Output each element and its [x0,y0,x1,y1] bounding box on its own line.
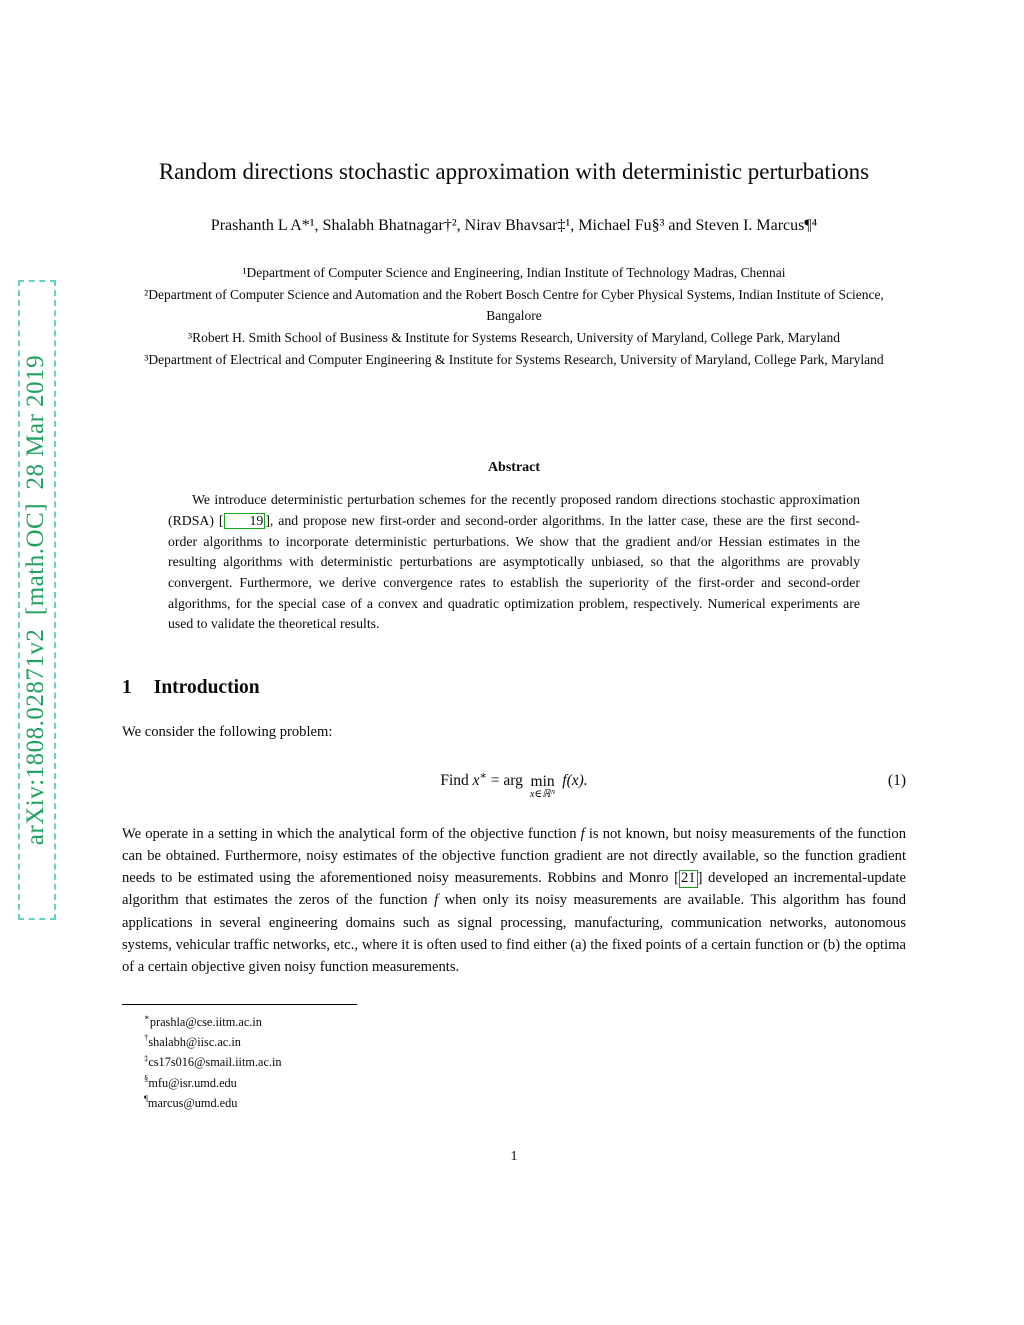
eq-arg: = arg [486,772,527,790]
footnote-email-2: shalabh@iisc.ac.in [148,1035,241,1050]
section-title: Introduction [153,677,260,699]
intro-var-f-2: f [434,892,439,909]
equation-body [440,770,588,801]
affiliations-block [122,263,906,370]
footnote-item-2 [122,1032,906,1052]
eq-min-stack [530,773,556,801]
intro-var-f-1: f [580,825,585,842]
footnote-email-5: marcus@umd.edu [147,1095,238,1110]
equation-1 [122,769,906,801]
intro-part2: is not known, but noisy measurements of the function can be obtained. Furthermore, noisy estimates of the objective function gradient are not directly available, so the function gradient needs to be estimated using the aforementioned noisy measurements. Robbins and Monro [ [122,825,907,887]
footnote-email-4: mfu@isr.umd.edu [148,1075,237,1090]
intro-paragraph [122,823,906,978]
section-number: 1 [122,677,132,699]
footnote-item-1 [122,1012,906,1032]
intro-part3: ] developed an incremental-update algorithm that estimates the zeros of the function [122,870,906,909]
authors-line: Prashanth L A*¹, Shalabh Bhatnagar†², Nirav Bhavsar‡¹, Michael Fu§³ and Steven I. Marcus¶⁴ [210,217,818,235]
footnotes-block [122,1004,906,1113]
arxiv-watermark-text: arXiv:1808.02871v2 [math.OC] 28 Mar 2019 [22,354,49,846]
arxiv-watermark [18,280,56,920]
affiliation-line-4: ³Department of Electrical and Computer Engineering & Institute for Systems Research, University of Maryland, College Park, Maryland [144,352,884,368]
abstract-text [122,490,906,635]
footnote-marker-4: § [144,1072,149,1083]
affiliation-line-3: ³Robert H. Smith School of Business & Institute for Systems Research, University of Maryland, College Park, Maryland [188,329,840,345]
citation-link-19[interactable]: 19 [224,513,266,529]
footnote-rule [122,1004,357,1005]
footnote-marker-3: ‡ [144,1052,149,1063]
eq-min-subscript: x∈ℝᴺ [529,789,556,801]
footnote-marker-1: ∗ [144,1012,150,1023]
citation-link-21[interactable]: 21 [681,870,696,887]
eq-min-operator: min [530,773,555,791]
page-number: 1 [510,1148,518,1164]
eq-fx: f(x). [558,772,588,790]
section-1-heading [122,677,906,699]
intro-part4: when only its noisy measurements are available. This algorithm has found applications in several engineering domains such as signal processing, manufacturing, communication networks, autonomous systems, vehicular traffic networks, etc., where it is often used to find either (a) the fixed points of a certain function or (b) the optima of a certain objective given noisy function measurements. [122,892,906,975]
paper-content [122,0,906,1165]
footnote-item-4 [122,1073,906,1093]
intro-part1: We operate in a setting in which the analytical form of the objective function [122,825,581,842]
footnote-item-5 [122,1093,906,1113]
affiliation-line-1: ¹Department of Computer Science and Engineering, Indian Institute of Technology Madras, Chennai [242,265,786,281]
footnote-email-1: prashla@cse.iitm.ac.in [149,1015,262,1030]
eq-x: x [472,772,480,790]
eq-find: Find [440,772,473,790]
abstract-heading: Abstract [487,460,541,476]
footnote-marker-2: † [144,1032,149,1043]
paper-title: Random directions stochastic approximation with deterministic perturbations [158,159,870,184]
footnote-marker-5: ¶ [144,1092,148,1103]
footnote-email-3: cs17s016@smail.iitm.ac.in [148,1055,282,1070]
abstract-text-part2: ], and propose new first-order and second-order algorithms. In the latter case, these are the first second-order algorithms to incorporate deterministic perturbations. We show that the gradient and/or Hessian estimates in the resulting algorithms with deterministic perturbations are asymptotically unbiased, so that the algorithms are provably convergent. Furthermore, we derive convergence rates to establish the superiority of the first-order and second-order algorithms, for the special case of a convex and quadratic optimization problem, respectively. Numerical experiments are used to validate the theoretical results. [168,512,861,632]
eq-star: ∗ [479,770,487,783]
intro-lead-paragraph: We consider the following problem: [122,724,333,741]
abstract-text-part1: We introduce deterministic perturbation schemes for the recently proposed random directions stochastic approximation (RDSA) [ [168,492,860,528]
abstract-section [122,460,906,635]
equation-number: (1) [887,772,906,790]
footnote-item-3 [122,1052,906,1072]
affiliation-line-2: ²Department of Computer Science and Automation and the Robert Bosch Centre for Cyber Physical Systems, Indian Institute of Science, Bangalore [144,287,884,323]
